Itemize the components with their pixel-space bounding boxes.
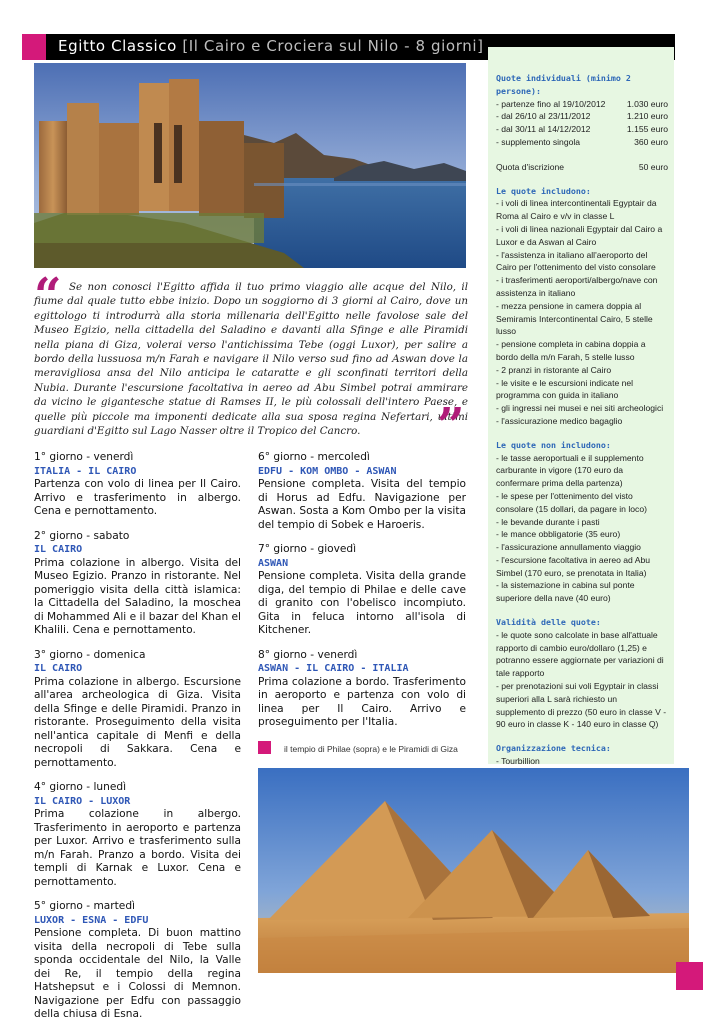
day-heading: 8° giorno - venerdì: [258, 648, 358, 661]
organization-heading: Organizzazione tecnica:: [496, 743, 611, 754]
day-description: Partenza con volo di linea per Il Cairo. Arrivo e trasferimento in albergo. Cena e pernottamento.: [34, 478, 241, 517]
excluded-heading: Le quote non includono:: [496, 439, 611, 450]
price-row: [496, 136, 668, 149]
day-heading: 3° giorno - domenica: [34, 648, 146, 661]
day-route: ITALIA - IL CAIRO: [34, 465, 137, 477]
day-heading: 2° giorno - sabato: [34, 529, 130, 542]
open-quote-mark: “: [34, 268, 62, 324]
excluded-item: - le mance obbligatorie (35 euro): [496, 529, 621, 540]
itinerary-left-column: [34, 451, 241, 1033]
title-subtitle: [Il Cairo e Crociera sul Nilo - 8 giorni]: [182, 37, 484, 55]
excluded-item: - l'escursione facoltativa in aereo ad Abu Simbel (170 euro, se prenotata in Italia): [496, 554, 651, 578]
included-item: - i voli di linea nazionali Egyptair dal Cairo a Luxor e da Aswan al Cairo: [496, 223, 663, 247]
title-accent-square: [22, 34, 46, 60]
validity-heading: Validità delle quote:: [496, 617, 601, 628]
day-description: Pensione completa. Visita della grande diga, del tempio di Philae e delle cave di granito con l'obelisco incompiuto. Gita in feluca intorno all'isola di Kitchener.: [258, 570, 466, 636]
price-label: - dal 30/11 al 14/12/2012: [496, 124, 591, 135]
included-item: - pensione completa in cabina doppia a bordo della m/n Farah, 5 stelle lusso: [496, 339, 646, 362]
close-quote-mark: ”: [437, 398, 465, 454]
day-route: IL CAIRO: [34, 663, 83, 674]
organization-item: - Tourbillion: [496, 756, 540, 767]
price-list: [496, 98, 668, 149]
price-value: 360 euro: [634, 136, 668, 147]
page-title: [58, 37, 484, 55]
prices-heading: Quote individuali (minimo 2 persone):: [496, 73, 631, 96]
included-item: - l'assicurazione medico bagaglio: [496, 415, 623, 426]
price-value: 1.030 euro: [626, 98, 668, 109]
itinerary-day: [258, 543, 466, 638]
itinerary-day: [258, 451, 466, 532]
price-label: - supplemento singola: [496, 136, 581, 147]
day-route: IL CAIRO - LUXOR: [34, 795, 131, 807]
excluded-item: - le tasse aeroportuali e il supplemento carburante in vigore (170 euro da confermare prima della partenza): [496, 452, 644, 489]
day-heading: 6° giorno - mercoledì: [258, 451, 370, 463]
caption-accent-square: [258, 741, 271, 754]
price-row: [496, 110, 668, 123]
day-route: ASWAN: [258, 557, 289, 569]
itinerary-right-column: [258, 451, 466, 741]
day-heading: 5° giorno - martedì: [34, 900, 135, 912]
day-description: Pensione completa. Di buon mattino visita della necropoli di Tebe sulla sponda occidentale del Nilo, la Valle dei Re, il tempio della regina Hatshepsut e i Colossi di Memnon. Navigazione per Edfu con passaggio della chiusa di Esna.: [34, 927, 241, 1020]
validity-item: - le quote sono calcolate in base all'attuale rapporto di cambio euro/dollaro (1,25) e potranno essere aggiornate per variazioni di tale rapporto: [496, 629, 664, 679]
day-route: ASWAN - IL CAIRO - ITALIA: [258, 663, 409, 674]
validity-list: [496, 629, 668, 731]
day-heading: 7° giorno - giovedì: [258, 543, 357, 555]
excluded-item: - le spese per l'ottenimento del visto consolare (15 dollari, da pagare in loco): [496, 490, 647, 514]
excluded-item: - la sistemazione in cabina sul ponte superiore della nave (40 euro): [496, 580, 635, 604]
included-item: - mezza pensione in camera doppia al Semiramis Intercontinental Cairo, 5 stelle lusso: [496, 300, 653, 337]
day-route: LUXOR - ESNA - EDFU: [34, 914, 149, 926]
excluded-item: - l'assicurazione annullamento viaggio: [496, 542, 641, 553]
included-heading: Le quote includono:: [496, 185, 591, 196]
price-row: [496, 123, 668, 136]
day-description: Pensione completa. Visita del tempio di Horus ad Edfu. Navigazione per Aswan. Sosta a Kom Ombo per la visita del tempio di Sobek e Haroeris.: [258, 478, 466, 531]
day-route: EDFU - KOM OMBO - ASWAN: [258, 465, 397, 477]
registration-label: Quota d'iscrizione: [496, 161, 565, 172]
intro-quote-text: Se non conosci l'Egitto affida il tuo primo viaggio alle acque del Nilo, il fiume dal quale tutto ebbe inizio. Dopo un soggiorno di 3 giorni al Cairo, dove un egittologo ti introdurrà alla storia millenaria dell'Egitto nelle favolose sale del Museo Egizio, nella cittadella del Saladino e davanti alla Sfinge e alle Piramidi nella piana di Giza, volerai verso l'antichissima Tebe (oggi Luxor), per salire a bordo della lussuosa m/n Farah e navigare il Nilo verso sud fino ad Aswan dove la meravigliosa ansa del Nilo anticipa le cataratte e gli sconfinati territori della Nubia. Durante l'escursione facoltativa in aereo ad Abu Simbel potrai ammirare da vicino le gigantesche statue di Ramses II, le più colossali dell'intero Paese, e quelle più piccole ma imponenti dedicate alla sua sposa regina Nefertari, ultimi guardiani d'Egitto sul Lago Nasser oltre il Tropico del Cancro.: [34, 281, 468, 438]
day-heading: 1° giorno - venerdì: [34, 451, 134, 463]
excluded-list: [496, 452, 668, 606]
excluded-item: - le bevande durante i pasti: [496, 516, 600, 527]
itinerary-day: [34, 530, 241, 638]
title-main: Egitto Classico: [58, 37, 177, 55]
day-description: Prima colazione in albergo. Escursione all'area archeologica di Giza. Visita della Sfinge e delle Piramidi. Pranzo in ristorante. Proseguimento della visita nell'antica capitale di Menfi e della necropoli di Sakkara. Cena e pernottamento.: [34, 675, 241, 769]
price-value: 1.155 euro: [626, 124, 668, 135]
included-item: - gli ingressi nei musei e nei siti archeologici: [496, 403, 664, 414]
price-label: - partenze fino al 19/10/2012: [496, 98, 606, 109]
day-route: IL CAIRO: [34, 544, 83, 555]
included-item: - le visite e le escursioni indicate nel programma con guida in italiano: [496, 377, 634, 401]
photo-caption: [258, 741, 488, 757]
itinerary-day: [258, 649, 466, 730]
philae-temple-photo: [34, 63, 466, 268]
included-item: - l'assistenza in italiano all'aeroporto del Cairo per l'ottenimento del visto consolare: [496, 249, 656, 273]
itinerary-day: [34, 781, 241, 889]
day-description: Prima colazione in albergo. Visita del Museo Egizio. Pranzo in ristorante. Nel pomeriggio visita della città islamica: la Cittadella del Saladino, la moschea di Mohammed Ali e il bazar del Khan el Khalili. Cena e pernottamento.: [34, 556, 241, 636]
caption-text: il tempio di Philae (sopra) e le Piramidi di Giza: [284, 744, 458, 754]
pyramids-photo: [258, 768, 689, 973]
info-sidebar: [488, 47, 674, 767]
registration-value: 50 euro: [638, 161, 668, 172]
included-item: - 2 pranzi in ristorante al Cairo: [496, 364, 612, 375]
price-value: 1.210 euro: [626, 111, 668, 122]
registration-fee-row: [496, 161, 668, 174]
price-label: - dal 26/10 al 23/11/2012: [496, 111, 591, 122]
day-description: Prima colazione a bordo. Trasferimento in aeroporto e partenza con volo di linea per Il Cairo. Arrivo e proseguimento per l'Italia.: [258, 675, 466, 728]
included-item: - i trasferimenti aeroporti/albergo/nave con assistenza in italiano: [496, 275, 658, 298]
itinerary-day: [34, 451, 241, 519]
intro-quote: [34, 280, 468, 438]
included-list: [496, 197, 668, 427]
day-description: Prima colazione in albergo. Trasferimento in aeroporto e partenza per Luxor. Arrivo e trasferimento sulla m/n Farah. Pranzo a bordo. Visita dei templi di Karnak e Luxor. Cena e pernottamento.: [34, 808, 241, 888]
itinerary-day: [34, 649, 241, 771]
price-row: [496, 98, 668, 111]
day-heading: 4° giorno - lunedì: [34, 781, 127, 793]
included-item: - i voli di linea intercontinentali Egyptair da Roma al Cairo e v/v in classe L: [496, 198, 657, 222]
corner-accent-square: [676, 962, 703, 990]
validity-item: - per prenotazioni sui voli Egyptair in classi superiori alla L sarà richiesto un supplemento di prezzo (50 euro in classe V - 90 euro in classe K - 140 euro in classe Q): [496, 681, 667, 730]
itinerary-day: [34, 900, 241, 1022]
